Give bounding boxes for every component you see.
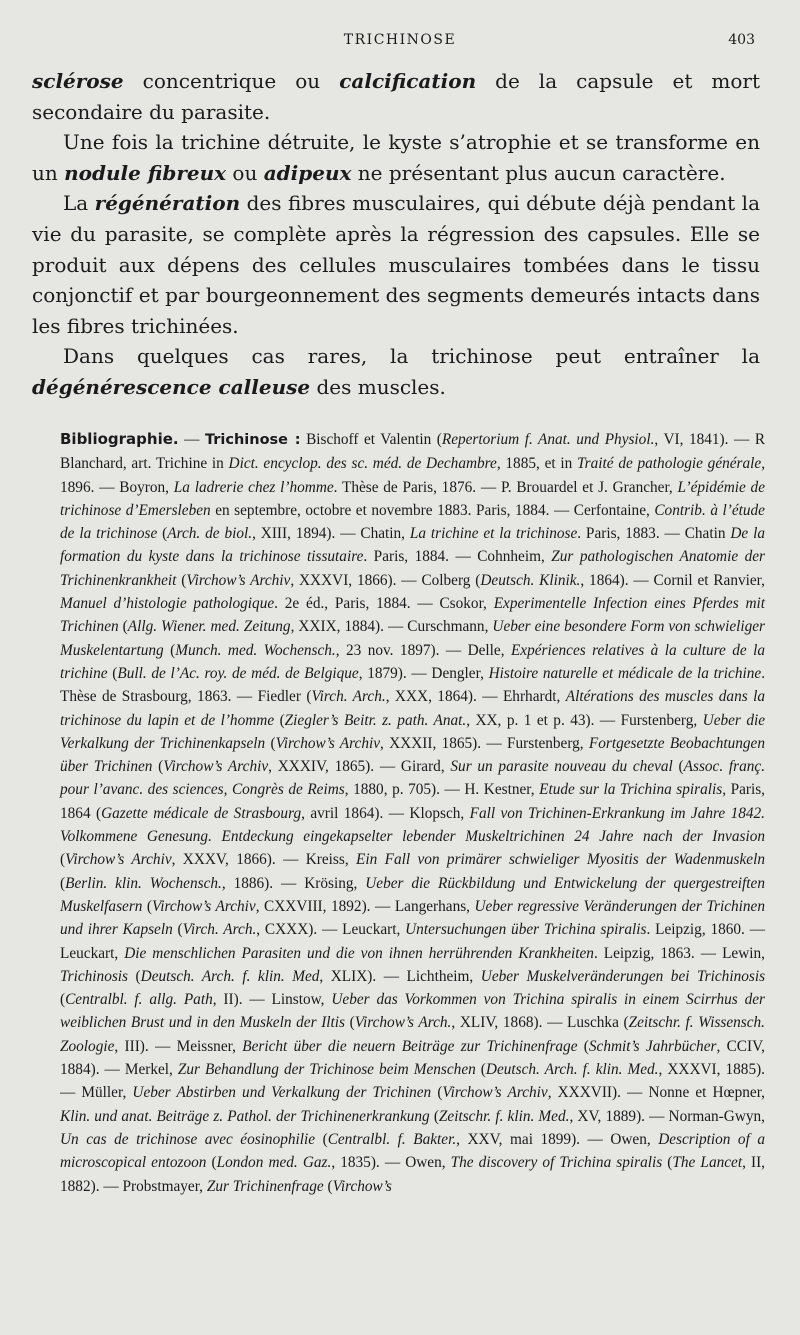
paragraph-italic: dégénérescence calleuse [32, 374, 311, 399]
paragraph-italic: régénération [94, 191, 241, 216]
body-text [32, 66, 760, 403]
reference-text: , 1864). — [580, 571, 654, 589]
reference-italic: Expériences relatives à la culture de la trichine [60, 641, 765, 682]
paragraph-text: Dans quelques cas rares, la trichinose peut entraîner la [63, 344, 760, 369]
page-header [0, 32, 800, 54]
bibliography-entry [360, 525, 684, 542]
reference-text: , XXXII, 1865). — [380, 734, 507, 752]
reference-text: ( [429, 1107, 439, 1125]
reference-italic: L’épidémie de trichinose d’Emersleben [60, 478, 765, 519]
reference-italic: La ladrerie chez l’homme [173, 478, 334, 496]
reference-text: Dengler, [431, 664, 489, 682]
reference-text: , XXXV, 1866). — [171, 851, 306, 869]
reference-text: Kreiss, [305, 851, 357, 869]
paragraph-text: de la capsule et mort secondaire du parasite. [32, 69, 760, 124]
bibliography-heading: Bibliographie. [60, 430, 179, 448]
reference-italic: De la formation du kyste dans la trichinose tissutaire [60, 525, 765, 566]
paragraph-text: Une fois la trichine détruite, le kyste s’atrophie et se transforme en un [32, 130, 760, 185]
reference-text: , 1896. — [60, 455, 766, 496]
reference-italic: Zur Trichinenfrage [206, 1177, 324, 1195]
reference-text: , CXXX). — [256, 921, 343, 939]
reference-text: , XV, 1889). — [569, 1107, 669, 1125]
reference-text: Cornil et Ranvier, [653, 571, 765, 589]
reference-text: ( [315, 1130, 328, 1148]
reference-italic: Virchow’s Archiv [163, 758, 269, 776]
reference-italic: Die menschlichen Parasiten und die von ihnen herrührenden Krankheiten [124, 944, 594, 962]
reference-italic: Assoc. franç. pour l’avanc. des sciences, Congrès de Reims [60, 758, 766, 799]
reference-italic: Trichinosis [60, 967, 129, 985]
reference-italic: Fall von Trichinen-Erkrankung im Jahre 1842. Volkommene Genesung. Entdeckung eingekapselter lebender Muskeltrichinen 24 Jahre nach der Invasion [60, 804, 765, 846]
reference-text: , XXXIV, 1865). — [268, 758, 401, 776]
reference-text: ( [142, 897, 153, 915]
reference-text: , 23 nov. 1897). — [335, 641, 468, 659]
bibliography-entry [81, 1084, 648, 1101]
reference-text: Owen, [610, 1130, 659, 1148]
reference-text: , 1879). — [358, 664, 432, 682]
reference-italic: Traité de pathologie générale [577, 455, 762, 473]
reference-text: Cerfontaine, [573, 501, 655, 519]
reference-text: , II). — [212, 991, 272, 1009]
reference-text: ( [152, 758, 164, 776]
reference-italic: Untersuchungen über Trichina spiralis [405, 921, 647, 939]
reference-text: en septembre, octobre et novembre 1883. Paris, 1884. — [210, 501, 574, 519]
reference-italic: Allg. Wiener. med. Zeitung [127, 618, 291, 636]
reference-text: ( [60, 874, 66, 892]
bibliography-dash: — [178, 431, 205, 448]
reference-italic: Contrib. à l’étude de la trichinose [60, 501, 765, 543]
reference-text: Colberg ( [421, 571, 481, 589]
reference-text: . Leipzig, 1863. — [593, 944, 723, 962]
reference-text: ( [176, 571, 187, 589]
reference-text: , III). — [114, 1037, 177, 1055]
reference-text: Merkel, [124, 1061, 178, 1079]
reference-text: Furstenberg, [620, 711, 703, 729]
reference-text: , XLIX). — [319, 967, 407, 985]
reference-text: Müller, [81, 1084, 133, 1102]
reference-italic: Deutsch. Klinik. [480, 571, 581, 589]
reference-italic: Ueber die Verkalkung der Trichinenkapseln [60, 711, 766, 752]
reference-italic: Deutsch. Arch. f. klin. Med. [485, 1061, 659, 1079]
reference-text: Lichtheim, [406, 967, 481, 985]
reference-italic: Berlin. klin. Wochensch. [65, 874, 222, 892]
paragraph-text: des fibres musculaires, qui débute déjà pendant la vie du parasite, se complète après la régression des capsules. Elle se produit aux dépens des cellules musculaires tombées dans le tissu conjonctif et par bourgeonnement des segments demeurés intacts dans les fibres trichinées. [32, 191, 760, 338]
reference-text: Ehrhardt, [502, 688, 566, 706]
reference-italic: Zeitschr. f. klin. Med. [438, 1107, 570, 1125]
body-paragraph [32, 66, 760, 127]
reference-italic: Etude sur la Trichina spiralis [539, 781, 723, 799]
bibliography [60, 428, 765, 1198]
reference-text: Leuckart, [342, 921, 406, 939]
reference-text: Luschka ( [567, 1014, 629, 1032]
reference-italic: The discovery of Trichina spiralis [450, 1154, 663, 1172]
reference-italic: Sur un parasite nouveau du cheval [450, 758, 673, 776]
reference-italic: Munch. med. Wochensch. [175, 641, 336, 659]
reference-text: , XXXVI, 1885). — [60, 1061, 766, 1102]
reference-text: , 1885, et in [496, 455, 578, 473]
reference-text: ( [475, 1061, 486, 1079]
reference-italic: Virchow’s Archiv [186, 571, 291, 589]
reference-text: Cohnheim, [477, 548, 552, 566]
reference-text: , XXXVI, 1866). — [290, 571, 422, 589]
reference-text: , avril 1864). — [301, 804, 410, 822]
reference-text: ( [206, 1154, 217, 1172]
reference-italic: Klin. und anat. Beiträge z. Pathol. der Trichinenerkrankung [60, 1107, 430, 1125]
reference-text: ( [672, 758, 684, 776]
bibliography-entry [421, 572, 653, 589]
reference-text: ( [60, 991, 66, 1009]
reference-italic: Description of a microscopical entozoon [60, 1130, 765, 1172]
reference-text: Csokor, [439, 595, 494, 613]
reference-text: . Leipzig, 1860. — [646, 921, 765, 939]
bibliography-entry [301, 431, 755, 448]
reference-italic: Ziegler’s Beitr. z. path. Anat. [284, 711, 467, 729]
reference-text: ( [172, 921, 183, 939]
reference-text: Langerhans, [394, 897, 475, 915]
reference-text: ( [157, 525, 168, 543]
reference-text: , 1880, p. 705). — [344, 781, 465, 799]
reference-text: ( [118, 618, 128, 636]
reference-italic: The Lancet [672, 1154, 743, 1172]
reference-text: , XIII, 1894). — [252, 525, 361, 543]
reference-text: , XLIV, 1868). — [451, 1014, 568, 1032]
bibliography-entry [60, 945, 722, 962]
reference-text: , Paris, 1864 ( [60, 781, 766, 822]
reference-text: H. Kestner, [464, 781, 540, 799]
reference-italic: Virchow’s Archiv [275, 734, 381, 752]
reference-italic: Ueber Muskelveränderungen bei Trichinosis [480, 967, 766, 985]
bibliography-paragraph [60, 428, 765, 1198]
reference-text: Chatin, [360, 525, 410, 543]
reference-text: Linstow, [271, 991, 332, 1009]
reference-text: Bischoff et Valentin ( [300, 431, 442, 448]
reference-italic: Altérations des muscles dans la trichinose du lapin et de l’homme [60, 688, 765, 729]
reference-text: , XXV, mai 1899). — [456, 1130, 611, 1148]
reference-italic: Ueber eine besondere Form von schwieliger Muskelentartung [60, 618, 765, 659]
paragraph-italic: adipeux [263, 160, 352, 185]
reference-text: , XXIX, 1884). — [290, 618, 408, 636]
reference-text: , CXXVIII, 1892). — [255, 897, 395, 915]
page-number: 403 [728, 32, 755, 48]
reference-italic: Dict. encyclop. des sc. méd. de Dechambre [228, 455, 497, 473]
bibliography-entry [342, 921, 765, 938]
reference-text: ( [163, 641, 176, 659]
bibliography-entry [122, 1178, 391, 1195]
reference-italic: Virchow’s Archiv [152, 897, 256, 915]
reference-text: R Blanchard, art. Trichine in [60, 431, 766, 473]
paragraph-text: concentrique ou [123, 69, 340, 93]
reference-italic: Arch. de biol. [167, 525, 253, 543]
reference-italic: Histoire naturelle et médicale de la trichine [488, 664, 762, 682]
reference-text: Curschmann, [407, 618, 493, 636]
body-paragraph [32, 188, 760, 341]
reference-text: . Paris, 1883. — [577, 525, 685, 543]
reference-text: ( [265, 734, 276, 752]
reference-italic: Centralbl. f. allg. Path [65, 991, 213, 1009]
reference-italic: Un cas de trichinose avec éosinophilie [60, 1130, 316, 1148]
paragraph-text: des muscles. [310, 374, 446, 399]
reference-text: ( [662, 1154, 673, 1172]
paragraph-italic: sclérose [32, 69, 124, 93]
reference-text: ( [323, 1177, 333, 1195]
paragraph-text: ne présentant plus aucun caractère. [351, 160, 726, 185]
reference-text: Owen, [405, 1154, 451, 1172]
reference-text: , 1886). — [221, 874, 305, 892]
reference-text: Lewin, [722, 944, 765, 962]
reference-italic: Experimentelle Infection eines Pferdes mit Trichinen [60, 595, 766, 636]
reference-text: Boyron, [119, 478, 174, 496]
reference-italic: Repertorium f. Anat. und Physiol. [441, 431, 655, 448]
body-paragraph [32, 341, 760, 402]
reference-text: , VI, 1841). — [654, 431, 755, 448]
reference-text: Chatin [684, 525, 731, 543]
reference-italic: Virchow’s Archiv [442, 1084, 548, 1102]
running-title: TRICHINOSE [343, 32, 457, 48]
reference-text: Delle, [467, 641, 511, 659]
reference-text: . Thèse de Paris, 1876. — [333, 478, 501, 496]
reference-text: . Paris, 1884. — [363, 548, 478, 566]
reference-text: ( [345, 1014, 355, 1032]
reference-italic: Virchow’s Arch. [354, 1014, 452, 1032]
reference-text: Nonne et Hœpner, [648, 1084, 765, 1102]
paragraph-text: ou [226, 160, 264, 185]
reference-text: Klopsch, [409, 804, 470, 822]
reference-italic: Ein Fall von primärer schwieliger Myositis der Wadenmuskeln [356, 851, 765, 869]
reference-text: ( [107, 664, 118, 682]
reference-text: Leuckart, [60, 944, 125, 962]
reference-italic: London med. Gaz. [216, 1154, 332, 1172]
paragraph-text: La [63, 191, 95, 216]
reference-italic: Deutsch. Arch. f. klin. Med [140, 967, 320, 985]
reference-text: Furstenberg, [507, 734, 589, 752]
bibliography-subject: Trichinose : [204, 432, 301, 448]
reference-text: P. Brouardel et J. Grancher, [500, 478, 678, 496]
body-paragraph [32, 127, 760, 188]
reference-text: ( [577, 1037, 589, 1055]
reference-italic: Virch. Arch. [182, 921, 257, 939]
reference-text: , II, 1882). — [60, 1154, 766, 1195]
reference-italic: Fortgesetzte Beobachtungen über Trichinen [60, 734, 765, 776]
reference-text: Probstmayer, [122, 1177, 207, 1195]
reference-italic: Schmit’s Jahrbücher [588, 1037, 717, 1055]
reference-text: , 1835). — [331, 1154, 406, 1172]
reference-italic: Gazette médicale de Strasbourg [101, 804, 302, 822]
reference-text: Meissner, [176, 1037, 243, 1055]
reference-text: ( [274, 711, 285, 729]
reference-text: ( [60, 851, 66, 869]
paragraph-italic: calcification [339, 69, 477, 93]
paragraph-italic: nodule fibreux [64, 160, 227, 185]
reference-italic: Bericht über die neuern Beiträge zur Trichinenfrage [242, 1037, 578, 1055]
reference-italic: Zeitschr. f. Wissensch. Zoologie [60, 1014, 766, 1055]
reference-text: Norman-Gwyn, [668, 1107, 765, 1125]
reference-italic: Ueber das Vorkommen von Trichina spiralis in einem Scirrhus der weiblichen Brust und in den Muskeln der Iltis [60, 991, 765, 1032]
reference-italic: Zur pathologischen Anatomie der Trichinenkrankheit [60, 548, 765, 589]
reference-text: , XX, p. 1 et p. 43). — [466, 711, 621, 729]
reference-text: . 2e éd., Paris, 1884. — [274, 595, 440, 613]
reference-italic: Virch. Arch. [311, 688, 386, 706]
reference-italic: Virchow’s [332, 1177, 392, 1195]
reference-text: , CCIV, 1884). — [60, 1037, 765, 1079]
reference-text: Girard, [400, 758, 451, 776]
bibliography-entry [119, 479, 501, 496]
reference-text: , XXXVII). — [547, 1084, 649, 1102]
reference-italic: Ueber die Rückbildung und Entwickelung der quergestreiften Muskelfasern [60, 874, 765, 915]
reference-text: ( [128, 967, 141, 985]
reference-text: Krösing, [304, 874, 366, 892]
reference-italic: Bull. de l’Ac. roy. de méd. de Belgique [117, 664, 359, 682]
reference-italic: Ueber regressive Veränderungen der Trichinen und ihrer Kapseln [60, 897, 765, 939]
reference-text: . Thèse de Strasbourg, 1863. — [60, 664, 766, 706]
reference-italic: Ueber Abstirben und Verkalkung der Trichinen [132, 1084, 432, 1102]
reference-text: Fiedler ( [257, 688, 312, 706]
reference-italic: Zur Behandlung der Trichinose beim Menschen [177, 1061, 476, 1079]
reference-text: ( [431, 1084, 443, 1102]
reference-italic: Virchow’s Archiv [65, 851, 172, 869]
bibliography-entry [258, 688, 503, 705]
reference-italic: La trichine et la trichinose [409, 525, 578, 543]
reference-text: , XXX, 1864). — [385, 688, 503, 706]
reference-italic: Centralbl. f. Bakter. [327, 1130, 457, 1148]
reference-italic: Manuel d’histologie pathologique [60, 595, 275, 613]
